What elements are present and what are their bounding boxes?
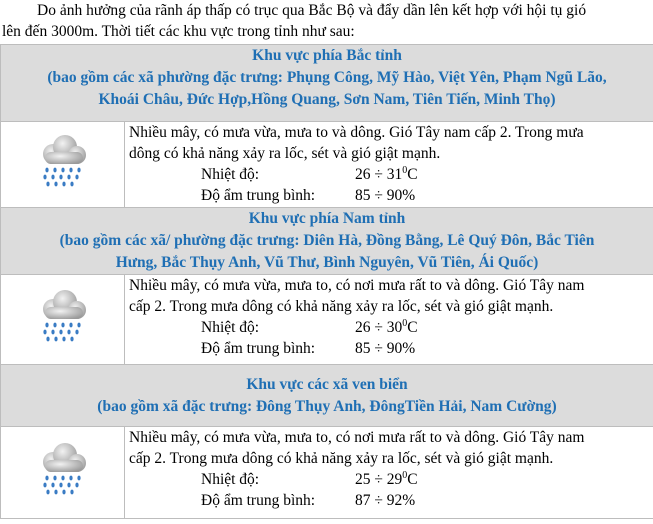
region-communes-line: (bao gồm các xã phường đặc trưng: Phụng Công, Mỹ Hào, Việt Yên, Phạm Ngũ Lão, <box>47 69 607 86</box>
region-forecast-row <box>1 122 653 208</box>
forecast-text-cell <box>125 122 653 208</box>
humidity-label: Độ ẩm trung bình: <box>201 187 316 204</box>
humidity-value: 87 ÷ 92% <box>355 492 416 509</box>
forecast-description: Nhiều mây, có mưa vừa, mưa to, có nơi mưa rất to và dông. Gió Tây nam <box>129 429 585 446</box>
humidity-value: 85 ÷ 90% <box>355 340 416 357</box>
region-forecast-row <box>1 427 653 519</box>
region-header-row <box>1 365 653 427</box>
weather-icon-cell <box>1 275 125 365</box>
temperature-value: $26 \div 30^0C$ <box>355 317 418 336</box>
temperature-label: Nhiệt độ: <box>201 319 260 336</box>
rain-cloud-icon <box>37 134 89 190</box>
temperature-row <box>129 469 653 490</box>
humidity-value: 85 ÷ 90% <box>355 187 416 204</box>
humidity-label: Độ ẩm trung bình: <box>201 340 316 357</box>
temperature-value: $26 \div 31^0C$ <box>355 164 418 183</box>
forecast-text-cell <box>125 427 653 519</box>
region-forecast-row <box>1 275 653 365</box>
intro-line-1: Do ảnh hưởng của rãnh áp thấp có trục qua Bắc Bộ và đẩy dần lên kết hợp với hội tụ gió <box>37 2 587 19</box>
intro-line-2: lên đến 3000m. Thời tiết các khu vực trong tỉnh như sau: <box>2 23 355 40</box>
temperature-label: Nhiệt độ: <box>201 471 260 488</box>
humidity-row <box>129 185 653 206</box>
temperature-row <box>129 164 653 185</box>
forecast-text-cell <box>125 275 653 365</box>
region-header <box>1 45 653 122</box>
region-title: Khu vực các xã ven biển <box>246 375 408 393</box>
humidity-row <box>129 490 653 511</box>
forecast-description: Nhiều mây, có mưa vừa, mưa to, có nơi mưa rất to và dông. Gió Tây nam <box>129 277 585 294</box>
region-communes-line: Hưng, Bắc Thụy Anh, Vũ Thư, Bình Nguyên, Vũ Tiên, Ái Quốc) <box>115 254 539 271</box>
region-communes-line: (bao gồm các xã/ phường đặc trưng: Diên Hà, Đồng Bằng, Lê Quý Đôn, Bắc Tiên <box>59 232 595 249</box>
weather-icon-cell <box>1 122 125 208</box>
rain-cloud-icon <box>37 442 89 498</box>
temperature-row <box>129 317 653 338</box>
region-communes-line: Khoái Châu, Đức Hợp,Hồng Quang, Sơn Nam, Tiên Tiến, Minh Thọ) <box>98 91 556 108</box>
humidity-label: Độ ẩm trung bình: <box>201 492 316 509</box>
forecast-description: cấp 2. Trong mưa dông có khả năng xảy ra lốc, sét và gió giật mạnh. <box>129 298 554 315</box>
region-title: Khu vực phía Nam tỉnh <box>248 210 406 227</box>
region-header-row <box>1 208 653 275</box>
temperature-value: $25 \div 29^0C$ <box>355 469 418 488</box>
forecast-description: dông có khả năng xảy ra lốc, sét và gió giật mạnh. <box>129 145 441 162</box>
forecast-description: Nhiều mây, có mưa vừa, mưa to và dông. Gió Tây nam cấp 2. Trong mưa <box>129 124 584 141</box>
region-header <box>1 208 653 275</box>
region-communes-line: (bao gồm xã đặc trưng: Đông Thụy Anh, ĐôngTiền Hải, Nam Cường) <box>97 397 557 415</box>
forecast-table <box>0 44 653 519</box>
rain-cloud-icon <box>37 289 89 345</box>
region-title: Khu vực phía Bắc tỉnh <box>252 47 402 64</box>
temperature-label: Nhiệt độ: <box>201 166 260 183</box>
weather-icon-cell <box>1 427 125 519</box>
humidity-row <box>129 338 653 359</box>
forecast-description: cấp 2. Trong mưa dông có khả năng xảy ra lốc, sét và gió giật mạnh. <box>129 450 554 467</box>
region-header-row <box>1 45 653 122</box>
region-header <box>1 365 653 427</box>
